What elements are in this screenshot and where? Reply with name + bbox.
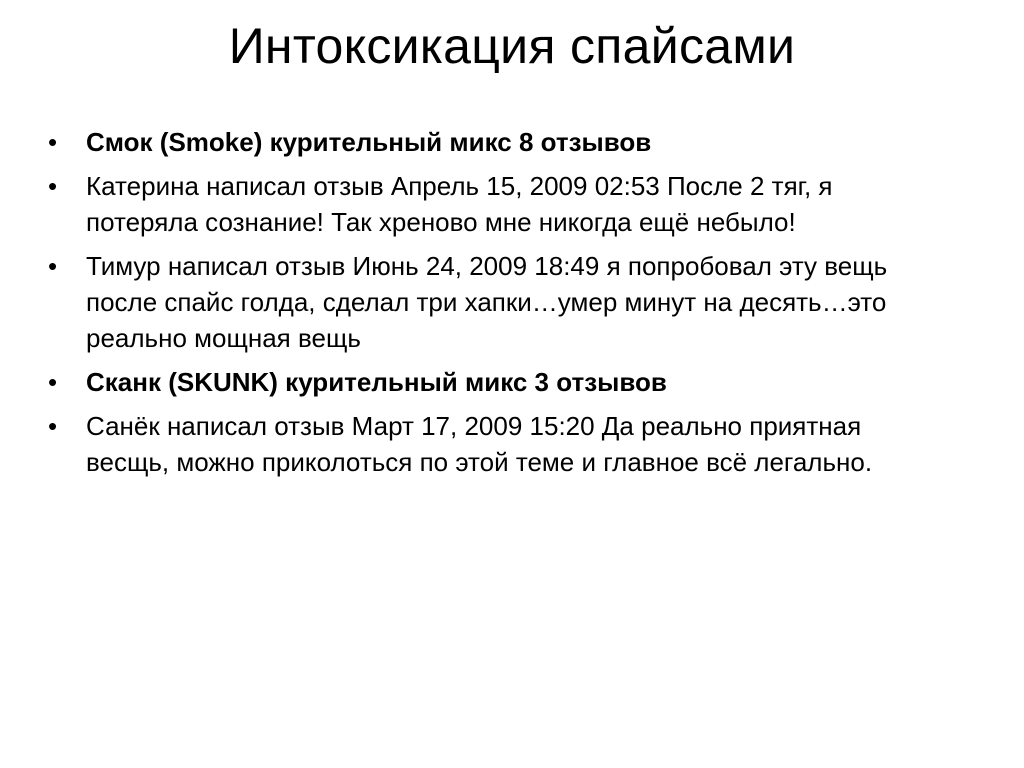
bullet-icon: •: [48, 411, 58, 441]
bullet-text: Санёк написал отзыв Март 17, 2009 15:20 Да реально приятная весщь, можно приколоться по этой теме и главное всё легально.: [86, 411, 873, 477]
slide-title: Интоксикация спайсами: [228, 18, 796, 74]
bullet-item-review-katerina: [48, 168, 888, 240]
bullet-icon: •: [48, 367, 58, 397]
bullet-icon: •: [48, 251, 58, 281]
bullet-icon: •: [48, 127, 58, 157]
bullet-icon: •: [48, 171, 58, 201]
bullet-item-skunk-heading: [48, 364, 888, 400]
bullet-text: Катерина написал отзыв Апрель 15, 2009 02:53 После 2 тяг, я потеряла сознание! Так хреново мне никогда ещё небыло!: [86, 171, 833, 237]
bullet-item-review-timur: [48, 248, 888, 356]
bullet-text: Тимур написал отзыв Июнь 24, 2009 18:49 я попробовал эту вещь после спайс голда, сделал три хапки…умер минут на десять…это реально мощная вещь: [86, 251, 888, 353]
bullet-text: Смок (Smoke) курительный микс 8 отзывов: [86, 127, 652, 157]
bullet-list: [48, 124, 888, 488]
bullet-text: Сканк (SKUNK) курительный микс 3 отзывов: [86, 367, 667, 397]
bullet-item-smoke-heading: [48, 124, 888, 160]
bullet-item-review-sanek: [48, 408, 888, 480]
